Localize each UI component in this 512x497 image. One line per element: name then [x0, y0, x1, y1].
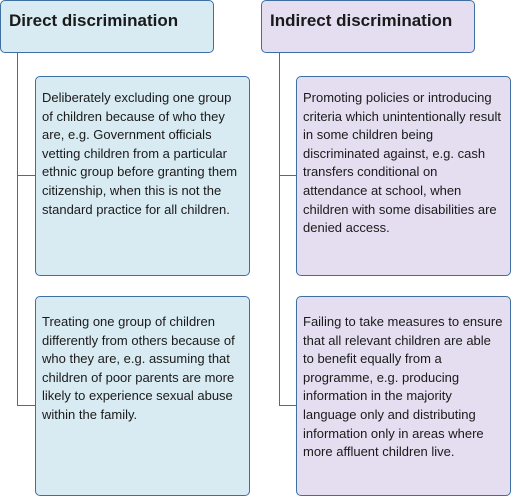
indirect-item-text-2: Failing to take measures to ensure that all relevant children are able to benefit equally from a programme, e.g. producing information in the majority language only and distributing information only in areas where more affluent children live. — [303, 314, 503, 460]
indirect-header-box — [261, 0, 475, 53]
direct-item-box-1 — [35, 76, 250, 276]
indirect-item-box-1 — [296, 76, 511, 276]
direct-connector-tick-1 — [17, 175, 36, 176]
direct-item-text-2: Treating one group of children differently from others because of who they are, e.g. assuming that children of poor parents are more likely to experience sexual abuse within the family. — [42, 314, 235, 422]
direct-connector-tick-2 — [17, 405, 36, 406]
direct-item-text-1: Deliberately excluding one group of children because of who they are, e.g. Government officials vetting children from a particular ethnic group before granting them citizenship, when this is not the standard practice for all children. — [42, 90, 238, 217]
direct-connector-line — [17, 52, 19, 406]
direct-header-box — [0, 0, 214, 53]
indirect-connector-line — [279, 52, 281, 406]
direct-header-title: Direct discrimination — [9, 11, 179, 30]
indirect-header-title: Indirect discrimination — [270, 11, 453, 30]
direct-item-box-2 — [35, 296, 250, 496]
indirect-item-box-2 — [296, 296, 511, 496]
indirect-item-text-1: Promoting policies or introducing criteria which unintentionally result in some children being discriminated against, e.g. cash transfers conditional on attendance at school, when children with some disabilities are denied access. — [303, 90, 501, 236]
